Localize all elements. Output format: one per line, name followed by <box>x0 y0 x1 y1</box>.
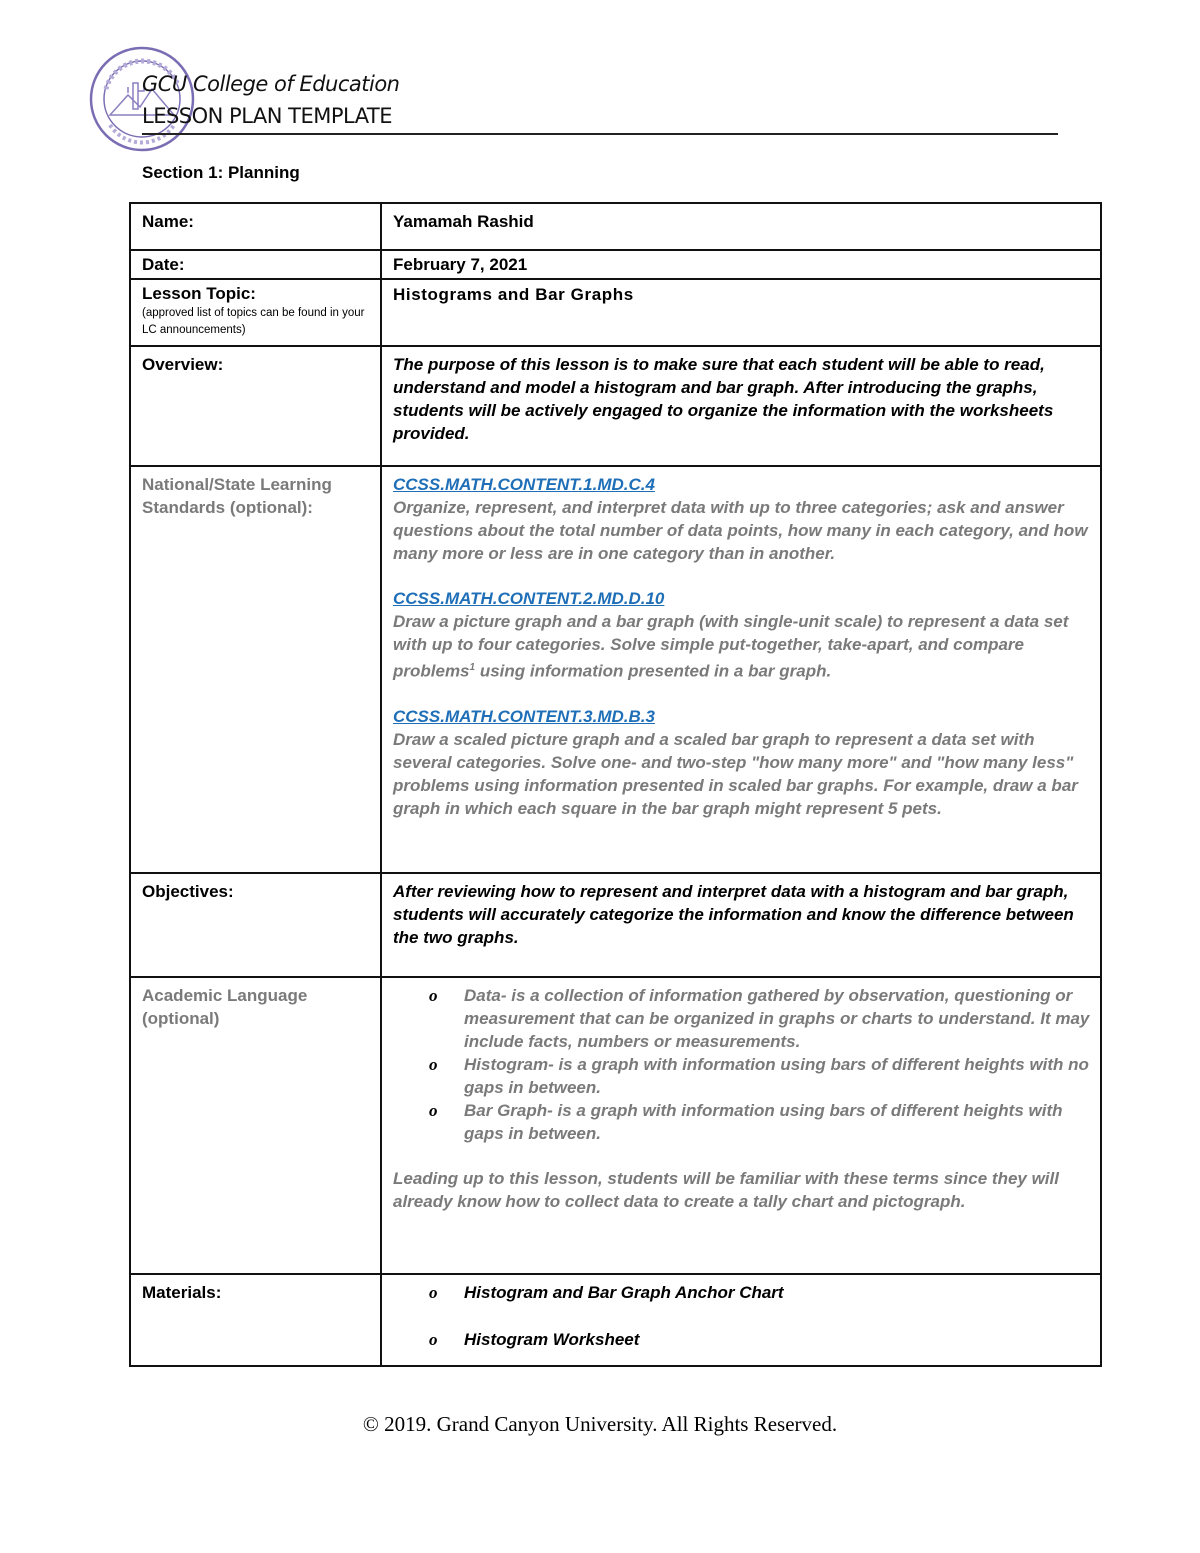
bullet-icon: o <box>429 1283 438 1302</box>
academic-language-closing: Leading up to this lesson, students will be familiar with these terms since they will already know how to collect data to create a tally chart and pictograph. <box>393 1169 1059 1211</box>
standard-text-2 <box>393 610 1090 683</box>
copyright-footer: © 2019. Grand Canyon University. All Rights Reserved. <box>362 1412 838 1436</box>
standard-text-2-main: Draw a picture graph and a bar graph (with single-unit scale) to represent a data set with up to four categories. Solve simple put-together, take-apart, and compare problems <box>393 612 1069 681</box>
materials-row <box>130 1274 1101 1366</box>
name-value: Yamamah Rashid <box>381 203 1101 250</box>
materials-label: Materials: <box>130 1274 381 1366</box>
bullet-icon: o <box>429 986 438 1005</box>
section-title: Section 1: Planning <box>142 163 300 182</box>
topic-note: (approved list of topics can be found in your LC announcements) <box>142 307 365 336</box>
academic-language-cell <box>381 977 1101 1274</box>
footnote-marker: 1 <box>469 662 476 673</box>
vocab-list <box>393 984 1090 1145</box>
overview-label: Overview: <box>130 346 381 466</box>
bullet-icon: o <box>429 1055 438 1074</box>
date-row <box>130 250 1101 279</box>
standards-row <box>130 466 1101 873</box>
standard-link-1[interactable]: CCSS.MATH.CONTENT.1.MD.C.4 <box>393 475 655 494</box>
materials-cell <box>381 1274 1101 1366</box>
name-label: Name: <box>130 203 381 250</box>
bullet-icon: o <box>429 1101 438 1120</box>
standard-link-2[interactable]: CCSS.MATH.CONTENT.2.MD.D.10 <box>393 589 665 608</box>
materials-list <box>393 1281 1090 1351</box>
topic-value: Histograms and Bar Graphs <box>381 279 1101 346</box>
date-value: February 7, 2021 <box>381 250 1101 279</box>
standard-text-3: Draw a scaled picture graph and a scaled bar graph to represent a data set with several categories. Solve one- and two-step "how many more" and "how many less" problems using information presented in scaled bar graphs. For example, draw a bar graph in which each square in the bar graph might represent 5 pets. <box>393 729 1078 818</box>
standards-cell <box>381 466 1101 873</box>
standards-label: National/State Learning Standards (optional): <box>130 466 381 873</box>
objectives-text: After reviewing how to represent and interpret data with a histogram and bar graph, students will accurately categorize the information and know the difference between the two graphs. <box>381 873 1101 977</box>
lesson-plan-table <box>129 202 1102 1367</box>
list-item: o Histogram Worksheet <box>429 1330 640 1349</box>
list-item: o Histogram- is a graph with information using bars of different heights with no gaps in between. <box>429 1055 1089 1097</box>
list-item: o Bar Graph- is a graph with information using bars of different heights with gaps in between. <box>429 1101 1063 1143</box>
gcu-seal-icon <box>88 45 196 153</box>
overview-text: The purpose of this lesson is to make sure that each student will be able to read, understand and model a histogram and bar graph. After introducing the graphs, students will be actively engaged to organize the information with the worksheets provided. <box>381 346 1101 466</box>
topic-row <box>130 279 1101 346</box>
header-divider <box>142 133 1058 135</box>
standard-text-1: Organize, represent, and interpret data with up to three categories; ask and answer questions about the total number of data points, how many in each category, and how many more or less are in one category than in another. <box>393 498 1088 563</box>
standard-text-2-tail: using information presented in a bar graph. <box>475 661 832 681</box>
college-name: GCU College of Education <box>142 72 400 96</box>
date-label: Date: <box>130 250 381 279</box>
topic-label: Lesson Topic: <box>142 284 256 303</box>
standard-link-3[interactable]: CCSS.MATH.CONTENT.3.MD.B.3 <box>393 706 655 726</box>
academic-language-row <box>130 977 1101 1274</box>
bullet-icon: o <box>429 1330 438 1349</box>
name-row <box>130 203 1101 250</box>
template-title: LESSON PLAN TEMPLATE <box>142 104 393 128</box>
list-item: o Histogram and Bar Graph Anchor Chart <box>429 1283 784 1302</box>
overview-row <box>130 346 1101 466</box>
topic-label-cell <box>130 279 381 346</box>
objectives-label: Objectives: <box>130 873 381 977</box>
academic-language-label: Academic Language (optional) <box>130 977 381 1274</box>
list-item: o Data- is a collection of information gathered by observation, questioning or measurement that can be organized in graphs or charts to understand. It may include facts, numbers or measurements. <box>429 986 1090 1051</box>
objectives-row <box>130 873 1101 977</box>
